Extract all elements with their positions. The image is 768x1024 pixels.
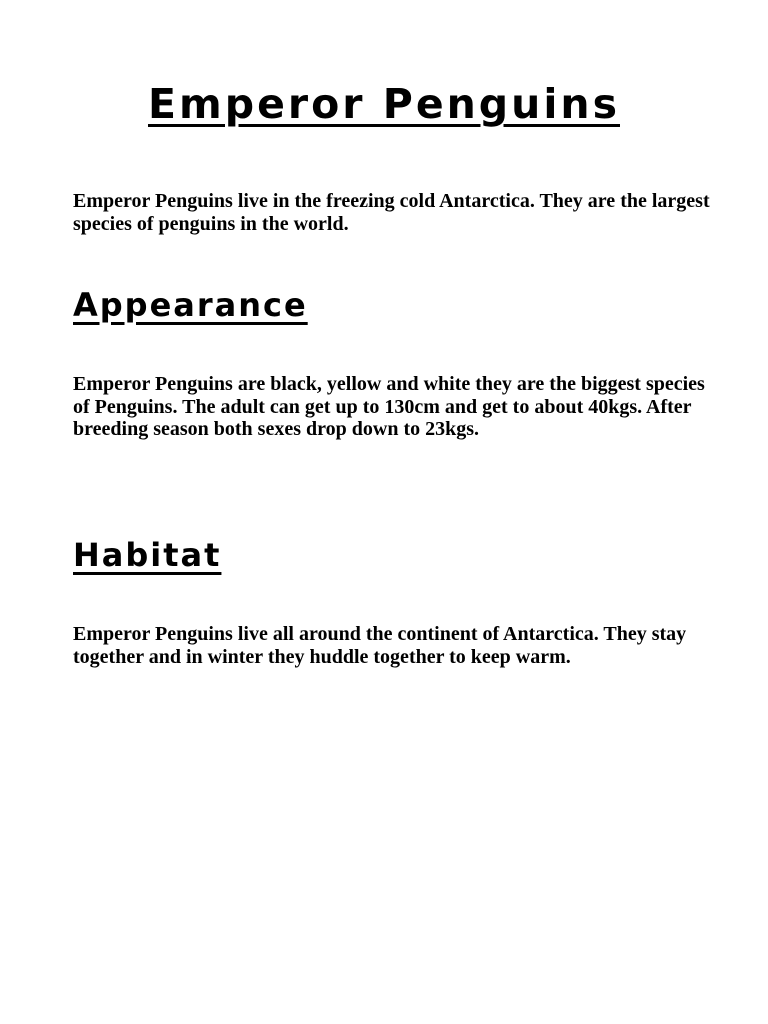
intro-paragraph: Emperor Penguins live in the freezing cold Antarctica. They are the largest species of penguins in the world. xyxy=(73,190,710,235)
section-heading-habitat xyxy=(73,533,221,577)
page-title-text: Emperor Penguins xyxy=(148,80,620,128)
section-heading-habitat-text: Habitat xyxy=(73,536,222,574)
section-heading-appearance xyxy=(73,283,308,327)
section-heading-appearance-text: Appearance xyxy=(73,286,308,324)
appearance-paragraph: Emperor Penguins are black, yellow and white they are the biggest species of Penguins. The adult can get up to 130cm and get to about 40kgs. After breeding season both sexes drop down to 23kgs. xyxy=(73,373,705,440)
habitat-paragraph: Emperor Penguins live all around the continent of Antarctica. They stay together and in winter they huddle together to keep warm. xyxy=(73,623,687,668)
page-title xyxy=(0,76,768,132)
